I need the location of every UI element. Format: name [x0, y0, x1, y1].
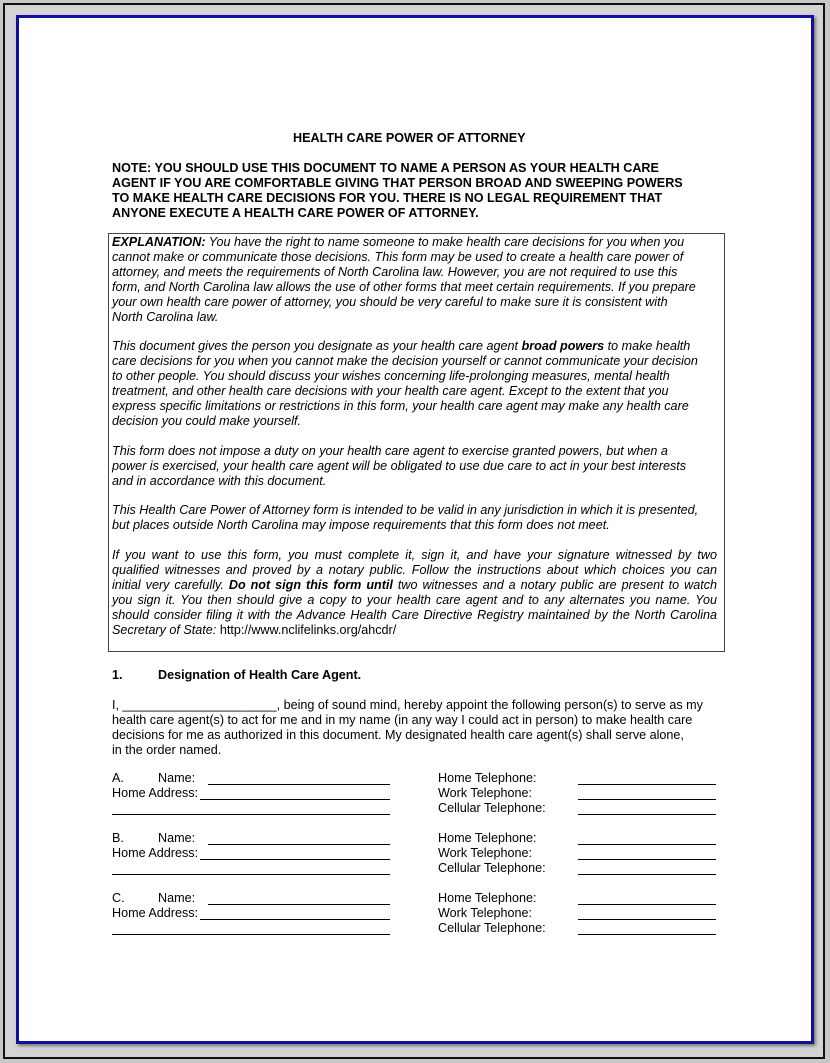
- text: two witnesses and a notary public are present to watch: [392, 578, 717, 592]
- registry-link[interactable]: http://www.nclifelinks.org/ahcdr/: [219, 623, 397, 637]
- home-telephone-field[interactable]: [578, 844, 716, 845]
- explanation-line: [112, 503, 698, 518]
- bold-text: EXPLANATION:: [112, 235, 206, 249]
- intro-line: I, ______________________, being of sound mind, hereby appoint the following person(s) to serve as my: [112, 698, 703, 712]
- text: If you want to use this form, you must complete it, sign it, and have your signature witnessed by two: [112, 548, 717, 562]
- home-address-field-line2[interactable]: [112, 934, 390, 935]
- text: decision you could make yourself.: [112, 414, 302, 428]
- note-line: ANYONE EXECUTE A HEALTH CARE POWER OF ATTORNEY.: [112, 206, 479, 220]
- agent-letter: C.: [112, 891, 125, 905]
- home-telephone-label: Home Telephone:: [438, 771, 537, 785]
- text: attorney, and meets the requirements of North Carolina law. However, you are not required to use this: [112, 265, 678, 279]
- bold-text: Do not sign this form until: [228, 578, 393, 592]
- home-address-field[interactable]: [200, 799, 390, 800]
- explanation-line: [112, 280, 696, 295]
- text: qualified witnesses and proved by a notary public. Follow the instructions about which choices you can: [112, 563, 717, 577]
- explanation-line: [112, 354, 698, 369]
- text: express specific limitations or restrictions in this form, your health care agent may make any health care: [112, 399, 689, 413]
- cellular-telephone-field[interactable]: [578, 814, 716, 815]
- text: you sign it. You then should give a copy to your health care agent and to any alternates you name. You: [112, 593, 717, 607]
- work-telephone-label: Work Telephone:: [438, 786, 533, 800]
- intro-line: in the order named.: [112, 743, 222, 757]
- text: initial very carefully.: [112, 578, 229, 592]
- text: You have the right to name someone to make health care decisions for you when you: [205, 235, 685, 249]
- text: cannot make or communicate those decisions. This form may be used to create a health care power of: [112, 250, 684, 264]
- text: should consider filing it with the Advance Health Care Directive Registry maintained by the North Carolina: [112, 608, 717, 622]
- text: and in accordance with this document.: [112, 474, 327, 488]
- home-address-field[interactable]: [200, 859, 390, 860]
- home-address-field[interactable]: [200, 919, 390, 920]
- explanation-line: [112, 339, 690, 354]
- home-telephone-field[interactable]: [578, 904, 716, 905]
- text: This Health Care Power of Attorney form is intended to be valid in any jurisdiction in which it is presented,: [112, 503, 699, 517]
- cellular-telephone-label: Cellular Telephone:: [438, 861, 546, 875]
- note-line: TO MAKE HEALTH CARE DECISIONS FOR YOU. THERE IS NO LEGAL REQUIREMENT THAT: [112, 191, 663, 205]
- text: to make health: [604, 339, 691, 353]
- name-field[interactable]: [208, 904, 390, 905]
- work-telephone-label: Work Telephone:: [438, 846, 533, 860]
- document-title: HEALTH CARE POWER OF ATTORNEY: [293, 131, 526, 145]
- explanation-line: [112, 548, 717, 563]
- section-heading: Designation of Health Care Agent.: [158, 668, 362, 682]
- bold-text: broad powers: [521, 339, 605, 353]
- note-line: NOTE: YOU SHOULD USE THIS DOCUMENT TO NAME A PERSON AS YOUR HEALTH CARE: [112, 161, 659, 175]
- explanation-line: [112, 265, 677, 280]
- home-address-label: Home Address:: [112, 906, 199, 920]
- name-field[interactable]: [208, 784, 390, 785]
- home-telephone-field[interactable]: [578, 784, 716, 785]
- intro-line: decisions for me as authorized in this document. My designated health care agent(s) shall serve alone,: [112, 728, 684, 742]
- home-address-label: Home Address:: [112, 786, 199, 800]
- text: form, and North Carolina law allows the use of other forms that meet certain requirements. If you prepare: [112, 280, 696, 294]
- work-telephone-label: Work Telephone:: [438, 906, 533, 920]
- home-address-label: Home Address:: [112, 846, 199, 860]
- home-telephone-label: Home Telephone:: [438, 831, 537, 845]
- explanation-line: [112, 384, 669, 399]
- explanation-line: [112, 578, 717, 593]
- text: power is exercised, your health care agent will be obligated to use due care to act in your best interests: [112, 459, 687, 473]
- work-telephone-field[interactable]: [578, 859, 716, 860]
- text: treatment, and other health care decisions with your health care agent. Except to the extent that you: [112, 384, 669, 398]
- cellular-telephone-field[interactable]: [578, 874, 716, 875]
- explanation-line: [112, 399, 689, 414]
- section-number: 1.: [112, 668, 123, 682]
- home-address-field-line2[interactable]: [112, 874, 390, 875]
- work-telephone-field[interactable]: [578, 919, 716, 920]
- explanation-line: [112, 295, 668, 310]
- text: to other people. You should discuss your wishes concerning life-prolonging measures, mental health: [112, 369, 670, 383]
- agent-letter: B.: [112, 831, 124, 845]
- explanation-line: [112, 518, 610, 533]
- note-line: AGENT IF YOU ARE COMFORTABLE GIVING THAT PERSON BROAD AND SWEEPING POWERS: [112, 176, 683, 190]
- explanation-line: [112, 474, 326, 489]
- explanation-line: [112, 310, 218, 325]
- intro-line: health care agent(s) to act for me and in my name (in any way I could act in person) to make health care: [112, 713, 693, 727]
- work-telephone-field[interactable]: [578, 799, 716, 800]
- text: North Carolina law.: [112, 310, 219, 324]
- home-address-field-line2[interactable]: [112, 814, 390, 815]
- cellular-telephone-field[interactable]: [578, 934, 716, 935]
- explanation-line: [112, 235, 684, 250]
- name-field[interactable]: [208, 844, 390, 845]
- text: This document gives the person you designate as your health care agent: [112, 339, 522, 353]
- name-label: Name:: [158, 831, 196, 845]
- agent-letter: A.: [112, 771, 124, 785]
- explanation-line: [112, 369, 670, 384]
- text: This form does not impose a duty on your health care agent to exercise granted powers, but when a: [112, 444, 668, 458]
- home-telephone-label: Home Telephone:: [438, 891, 537, 905]
- name-label: Name:: [158, 771, 196, 785]
- explanation-line: [112, 593, 717, 608]
- text: your own health care power of attorney, you should be very careful to make sure it is consistent with: [112, 295, 668, 309]
- explanation-line: [112, 623, 396, 638]
- explanation-line: [112, 563, 717, 578]
- explanation-line: [112, 459, 686, 474]
- explanation-line: [112, 608, 717, 623]
- text: care decisions for you when you cannot make the decision yourself or cannot communicate your decision: [112, 354, 698, 368]
- explanation-line: [112, 444, 668, 459]
- explanation-line: [112, 414, 301, 429]
- text: Secretary of State:: [112, 623, 220, 637]
- cellular-telephone-label: Cellular Telephone:: [438, 801, 546, 815]
- text: but places outside North Carolina may impose requirements that this form does not meet.: [112, 518, 610, 532]
- cellular-telephone-label: Cellular Telephone:: [438, 921, 546, 935]
- explanation-line: [112, 250, 683, 265]
- name-label: Name:: [158, 891, 196, 905]
